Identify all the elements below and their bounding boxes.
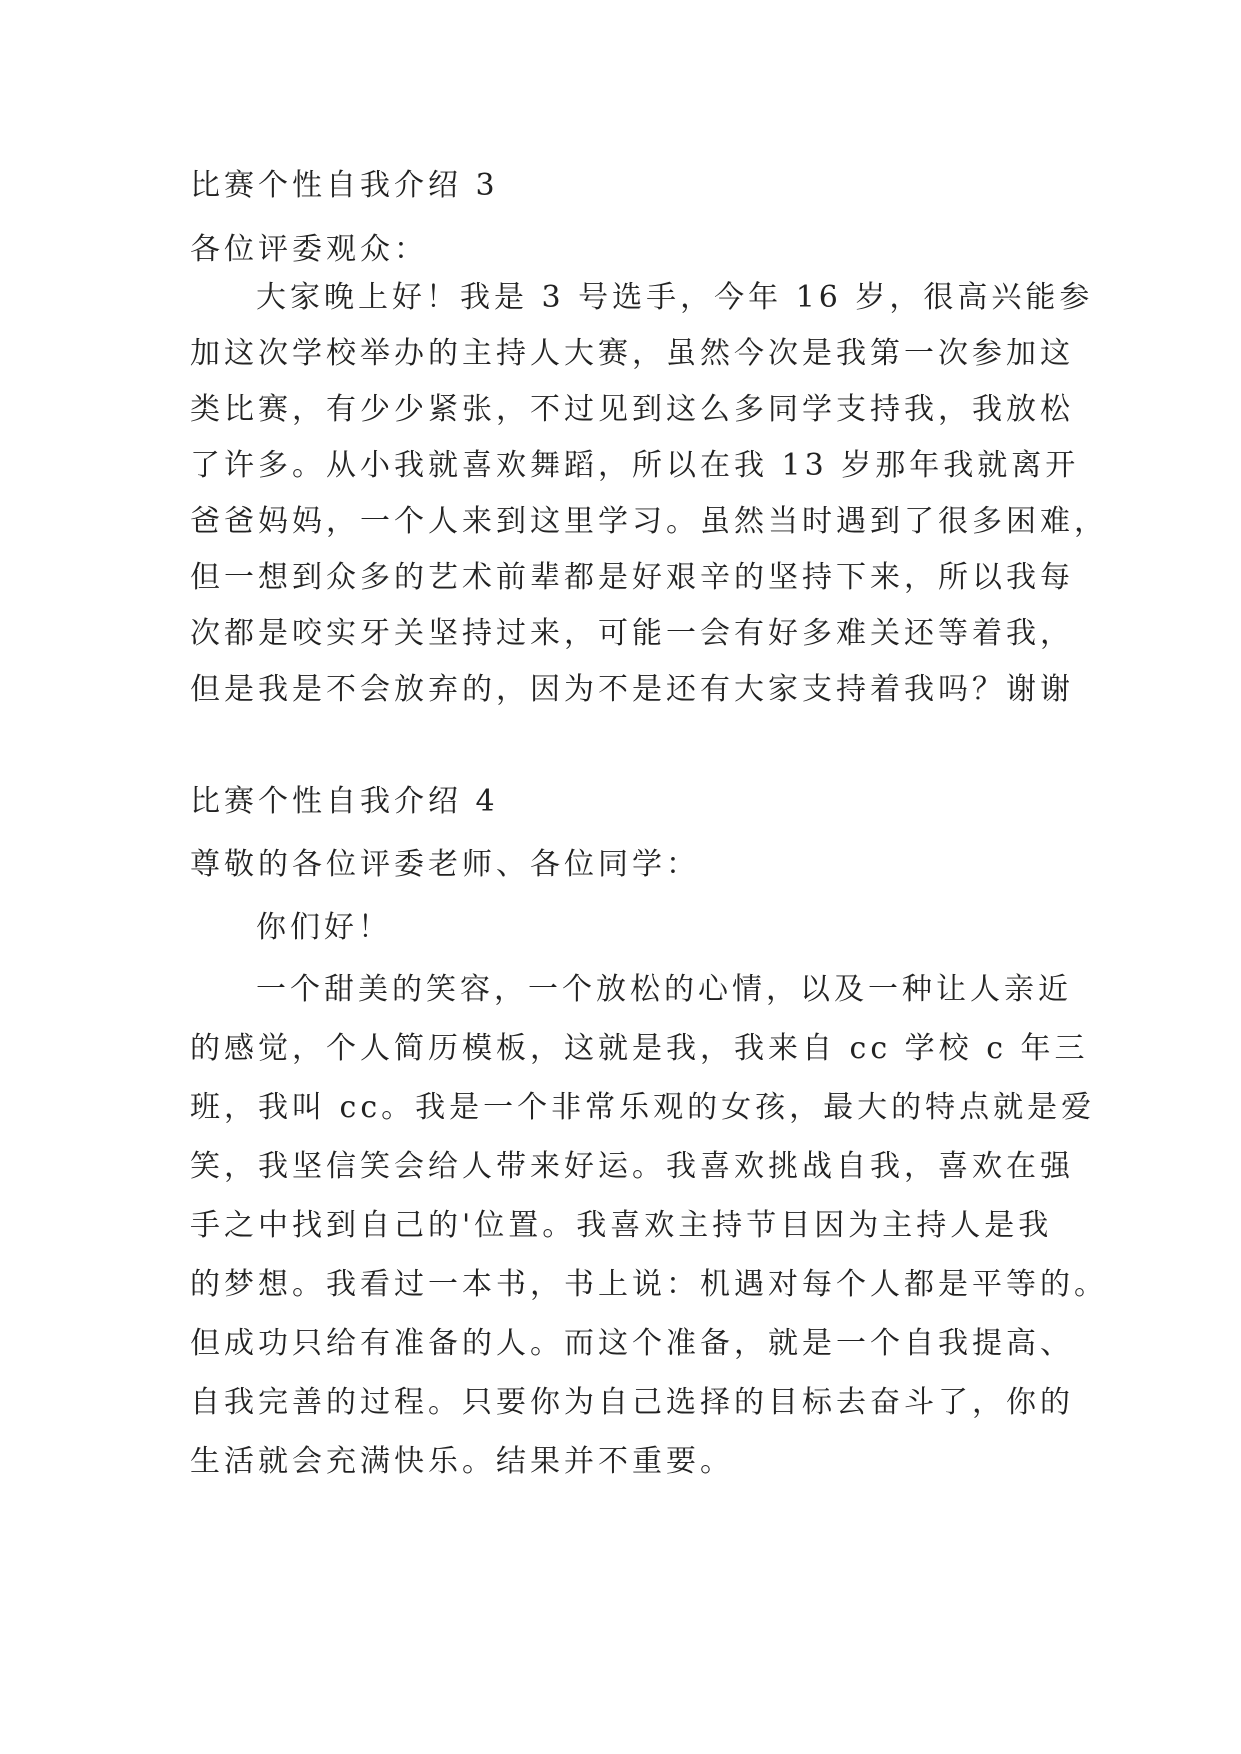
section-3-paragraph-line: 大家晚上好！我是 3 号选手，今年 16 岁，很高兴能参 xyxy=(256,280,1094,315)
section-3-paragraph-line: 但一想到众多的艺术前辈都是好艰辛的坚持下来，所以我每 xyxy=(190,560,1074,595)
section-4-title: 比赛个性自我介绍 4 xyxy=(190,784,499,819)
section-3-paragraph-line: 但是我是不会放弃的，因为不是还有大家支持着我吗？谢谢 xyxy=(190,672,1074,707)
section-4-greeting: 你们好！ xyxy=(256,910,392,945)
section-3-paragraph-line: 类比赛，有少少紧张，不过见到这么多同学支持我，我放松 xyxy=(190,392,1074,427)
section-3-salutation: 各位评委观众： xyxy=(190,232,428,267)
section-4-paragraph-line: 的感觉，个人简历模板，这就是我，我来自 cc 学校 c 年三 xyxy=(190,1031,1089,1066)
section-4-paragraph-line: 自我完善的过程。只要你为自己选择的目标去奋斗了，你的 xyxy=(190,1385,1074,1420)
section-4-paragraph-line: 一个甜美的笑容，一个放松的心情，以及一种让人亲近 xyxy=(256,972,1072,1007)
section-3-paragraph-line: 了许多。从小我就喜欢舞蹈，所以在我 13 岁那年我就离开 xyxy=(190,448,1080,483)
section-4-paragraph-line: 手之中找到自己的'位置。我喜欢主持节目因为主持人是我 xyxy=(190,1208,1053,1243)
section-3-paragraph-line: 加这次学校举办的主持人大赛，虽然今次是我第一次参加这 xyxy=(190,336,1074,371)
section-4-salutation: 尊敬的各位评委老师、各位同学： xyxy=(190,847,700,882)
section-4-paragraph-line: 的梦想。我看过一本书，书上说：机遇对每个人都是平等的。 xyxy=(190,1267,1108,1302)
section-4-paragraph-line: 但成功只给有准备的人。而这个准备，就是一个自我提高、 xyxy=(190,1326,1074,1361)
section-4-paragraph-line: 笑，我坚信笑会给人带来好运。我喜欢挑战自我，喜欢在强 xyxy=(190,1149,1074,1184)
section-4-paragraph-line: 生活就会充满快乐。结果并不重要。 xyxy=(190,1444,734,1479)
section-4-paragraph-line: 班，我叫 cc。我是一个非常乐观的女孩，最大的特点就是爱 xyxy=(190,1090,1096,1125)
section-3-paragraph-line: 次都是咬实牙关坚持过来，可能一会有好多难关还等着我， xyxy=(190,616,1074,651)
section-3-title: 比赛个性自我介绍 3 xyxy=(190,168,499,203)
section-3-paragraph-line: 爸爸妈妈，一个人来到这里学习。虽然当时遇到了很多困难， xyxy=(190,504,1108,539)
